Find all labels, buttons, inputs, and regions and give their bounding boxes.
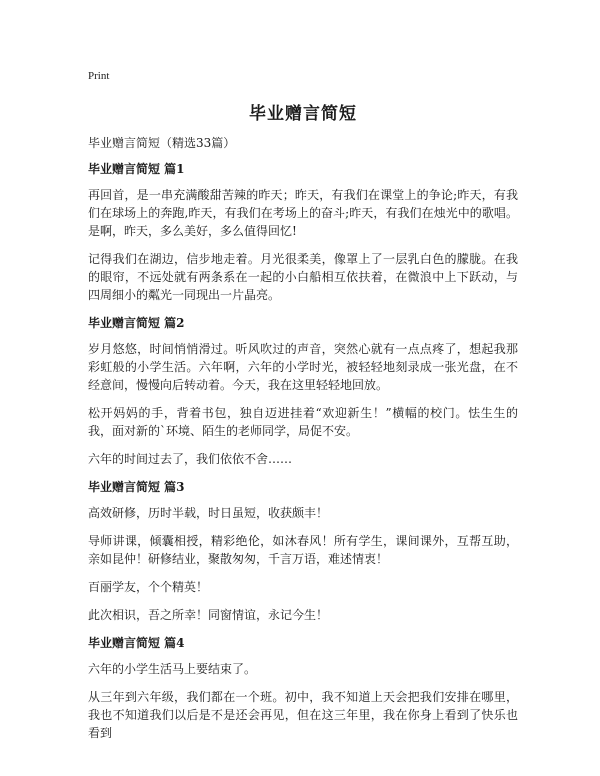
print-link[interactable]: Print — [88, 70, 110, 82]
paragraph: 高效研修，历时半载，时日虽短，收获颇丰！ — [88, 506, 329, 520]
paragraph: 松开妈妈的手，背着书包，独自迈进挂着“欢迎新生！”横幅的校门。怯生生的我，面对新的`环境、陌生的老师同学，局促不安。 — [88, 406, 518, 438]
section-heading: 毕业赠言简短 篇3 — [88, 480, 185, 494]
paragraph: 岁月悠悠，时间悄悄滑过。听风吹过的声音，突然心就有一点点疼了，想起我那彩虹般的小学生活。六年啊，六年的小学时光，被轻轻地刻录成一张光盘，在不经意间，慢慢向后转动着。今天，我在这里轻轻地回放。 — [88, 342, 518, 392]
paragraph: 六年的时间过去了，我们依依不舍…… — [88, 452, 293, 466]
paragraph: 六年的小学生活马上要结束了。 — [88, 662, 257, 676]
section-heading: 毕业赠言简短 篇2 — [88, 316, 185, 330]
paragraph: 再回首，是一串充满酸甜苦辣的昨天；昨天，有我们在课堂上的争论;昨天，有我们在球场上的奔跑,昨天，有我们在考场上的奋斗;昨天，有我们在烛光中的歌唱。是啊，昨天，多么美好，多么值得回忆! — [88, 188, 518, 238]
paragraph: 从三年到六年级，我们都在一个班。初中，我不知道上天会把我们安排在哪里，我也不知道我们以后是不是还会再见，但在这三年里，我在你身上看到了快乐也看到 — [88, 690, 518, 740]
section-3 — [88, 478, 518, 624]
paragraph: 此次相识，吾之所幸！同窗情谊，永记今生！ — [88, 608, 329, 622]
article-body — [88, 134, 518, 752]
page-title: 毕业赠言简短 — [249, 104, 357, 124]
section-2 — [88, 314, 518, 468]
section-1 — [88, 160, 518, 304]
section-heading: 毕业赠言简短 篇1 — [88, 162, 185, 176]
section-4 — [88, 634, 518, 742]
paragraph: 记得我们在湖边，信步地走着。月光很柔美，像罩上了一层乳白色的朦胧。在我的眼帘，不远处就有两条系在一起的小白船相互依扶着，在微浪中上下跃动，与四周细小的粼光一同现出一片晶亮。 — [88, 252, 518, 302]
paragraph: 导师讲课，倾囊相授，精彩绝伦，如沐春风！所有学生，课间课外，互帮互助，亲如昆仲！研修结业，聚散匆匆，千言万语，难述情衷！ — [88, 534, 518, 566]
article-subtitle: 毕业赠言简短（精选33篇） — [88, 136, 236, 150]
section-heading: 毕业赠言简短 篇4 — [88, 636, 185, 650]
paragraph: 百丽学友，个个精英！ — [88, 580, 209, 594]
